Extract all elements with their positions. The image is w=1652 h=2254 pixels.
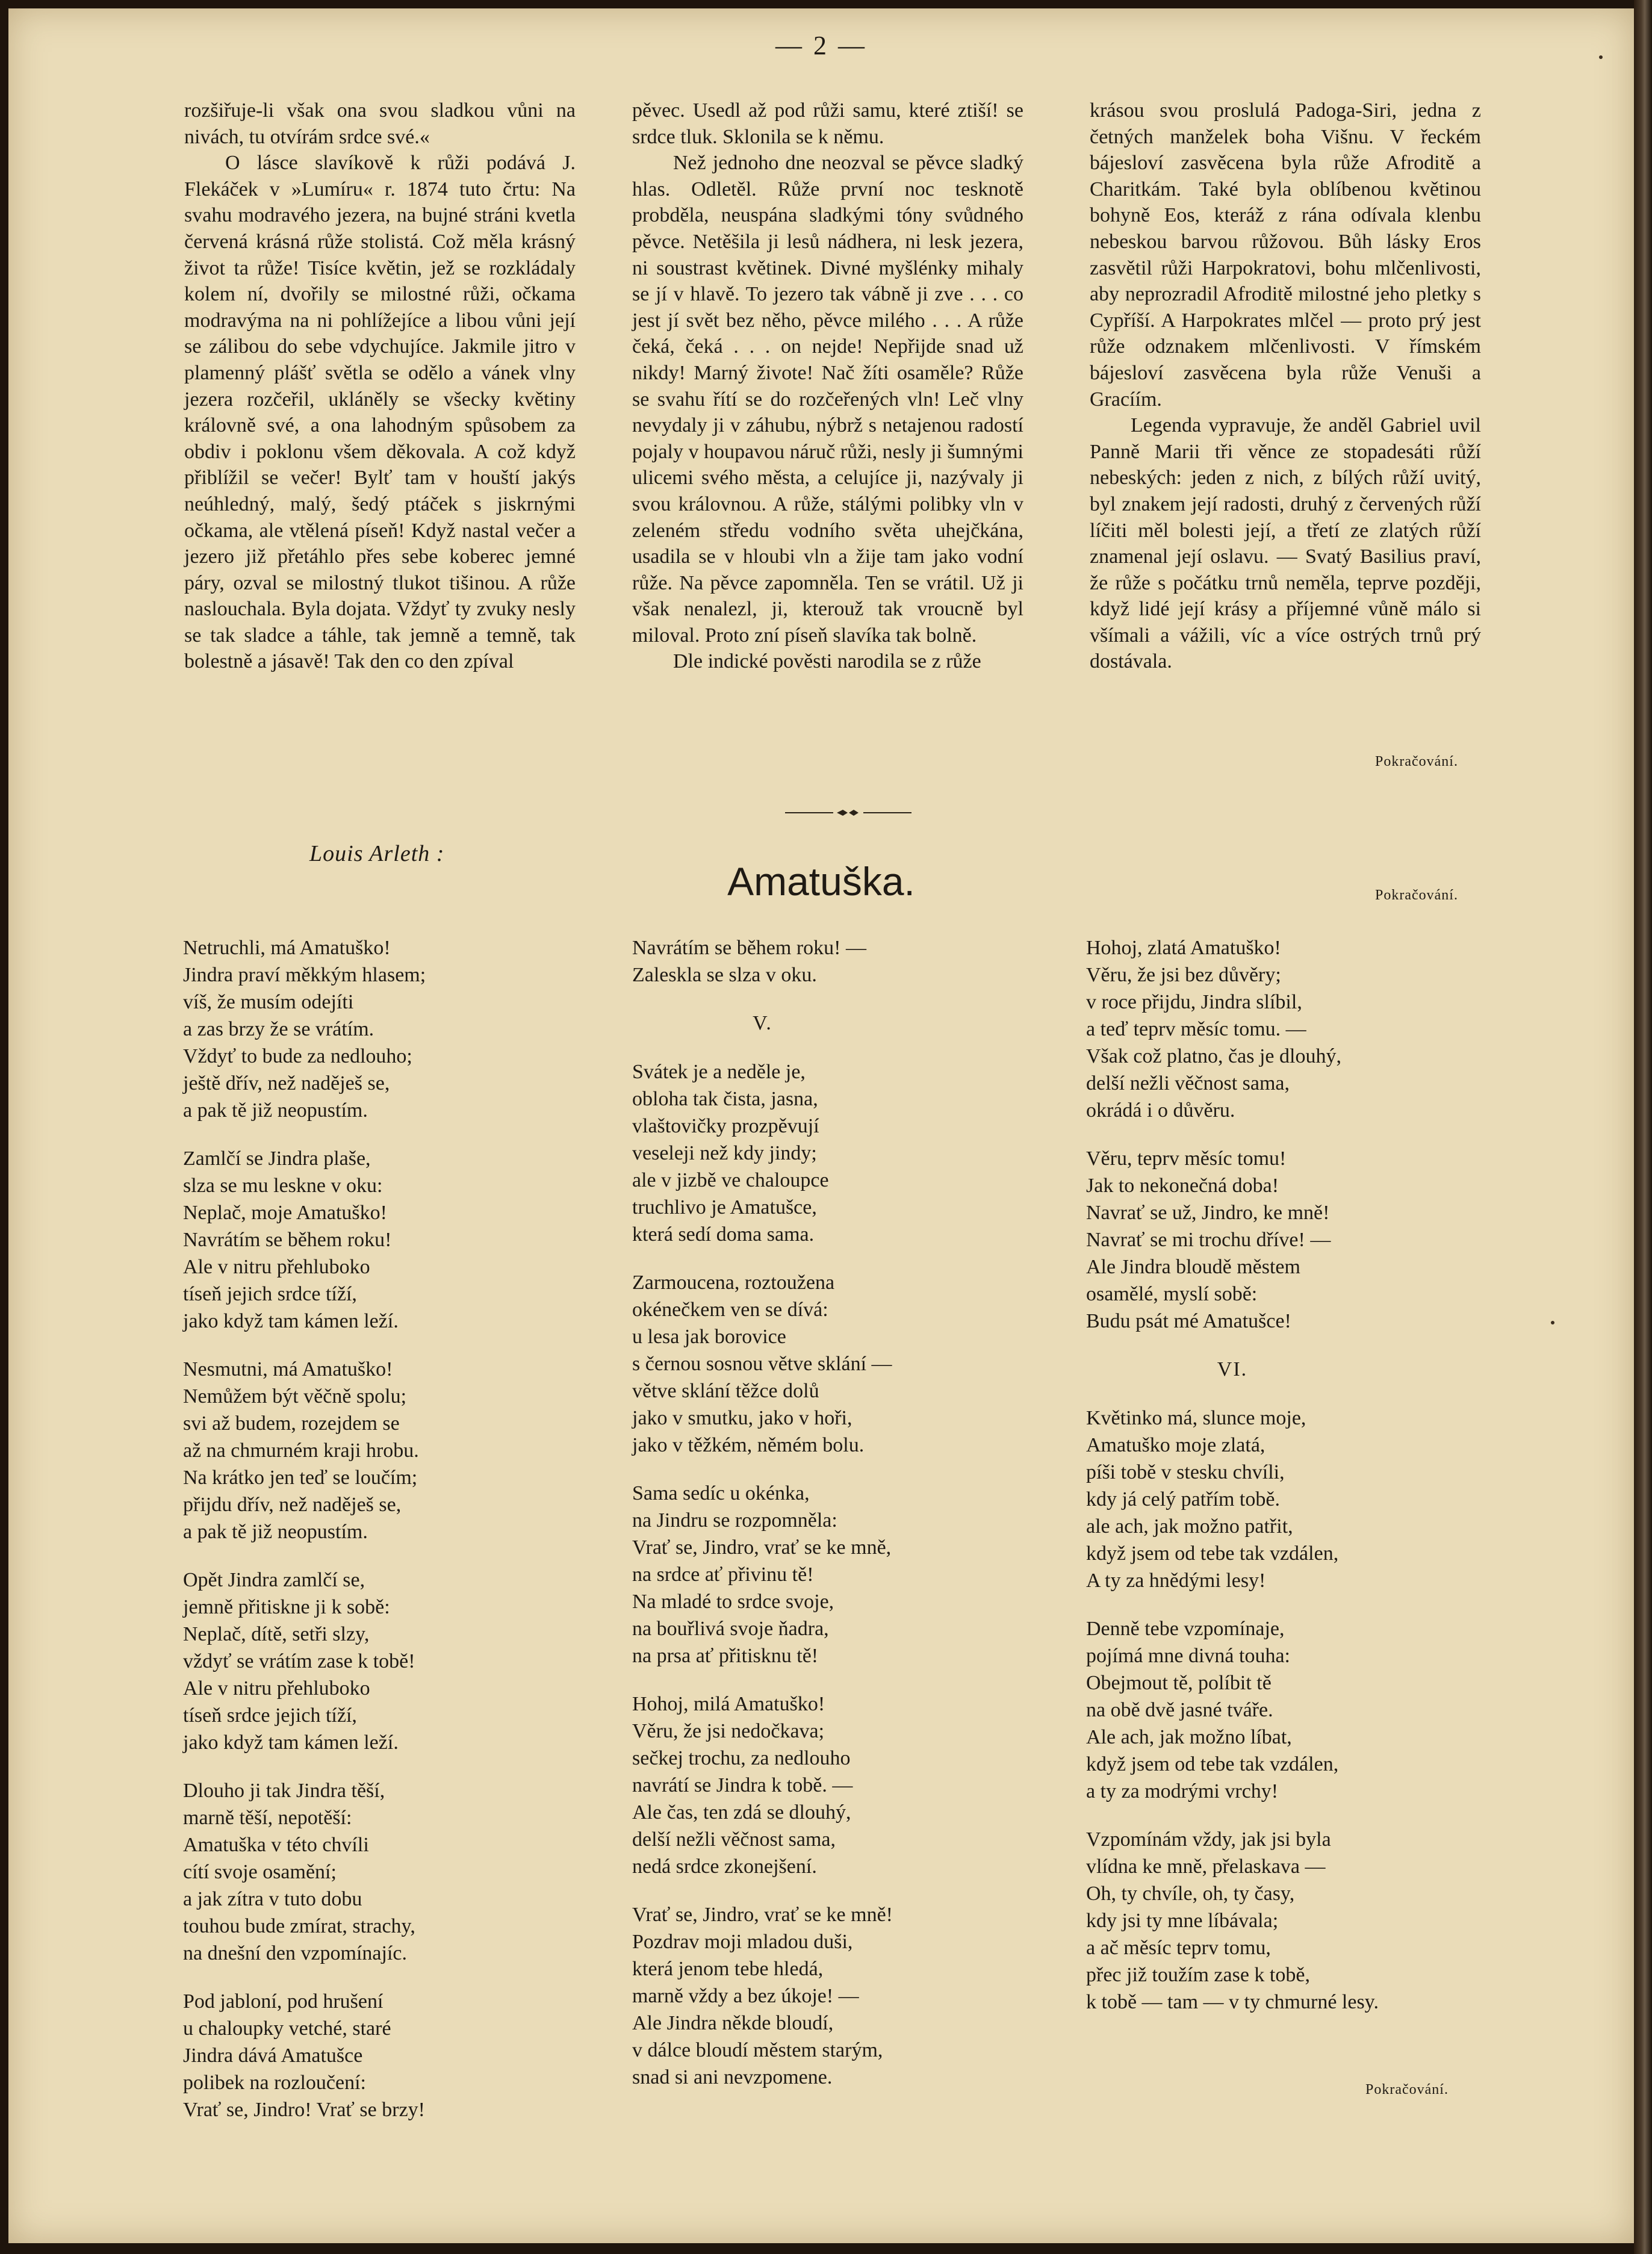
- verse-line: cítí svoje osamění;: [183, 1861, 337, 1883]
- paragraph: Legenda vypravuje, že anděl Gabriel uvil Panně Marii tři věnce ze stopadesáti růží nebeských: jeden z nich, z bílých růží uvitý, byl znakem její radosti, druhý z červených růží líčiti měl bolesti její, a třetí ze zlatých růží znamenal její oslavu. — Svatý Basilius praví, že růže s počátku trnů neměla, teprve později, když lidé její krásy a příjemné vůně málo si všímali a vážili, víc a více ostrých trnů prý dostávala.: [1090, 414, 1481, 673]
- verse-line: píši tobě v stesku chvíli,: [1086, 1461, 1285, 1483]
- verse-line: jako v smutku, jako v hoři,: [632, 1407, 852, 1429]
- stanza: [1086, 934, 1379, 1124]
- verse-line: Věru, že jsi bez důvěry;: [1086, 964, 1281, 986]
- verse-line: Oh, ty chvíle, oh, ty časy,: [1086, 1883, 1295, 1905]
- poem-column-1: [183, 934, 426, 2144]
- verse-line: Netruchli, má Amatuško!: [183, 937, 391, 959]
- verse-line: na obě dvě jasné tváře.: [1086, 1699, 1273, 1721]
- stanza: [1086, 1405, 1379, 1594]
- verse-line: Sama sedíc u okénka,: [632, 1482, 810, 1504]
- verse-line: Dlouho ji tak Jindra těší,: [183, 1780, 385, 1802]
- verse-line: a jak zítra v tuto dobu: [183, 1888, 362, 1910]
- verse-line: touhou bude zmírat, strachy,: [183, 1915, 415, 1937]
- verse-line: a pak tě již neopustím.: [183, 1521, 368, 1543]
- verse-line: delší nežli věčnost sama,: [1086, 1072, 1290, 1094]
- verse-line: s černou sosnou větve sklání —: [632, 1353, 892, 1375]
- verse-line: Navrátím se během roku!: [183, 1229, 392, 1251]
- stanza: [183, 1356, 426, 1545]
- stanza: [183, 1145, 426, 1335]
- verse-line: A ty za hnědými lesy!: [1086, 1569, 1266, 1592]
- verse-line: Budu psát mé Amatušce!: [1086, 1310, 1291, 1332]
- verse-line: a ty za modrými vrchy!: [1086, 1780, 1279, 1802]
- stanza: [1086, 1826, 1379, 2016]
- verse-line: truchlivo je Amatušce,: [632, 1196, 817, 1219]
- verse-line: Svátek je a neděle je,: [632, 1061, 806, 1083]
- verse-line: Ale čas, ten zdá se dlouhý,: [632, 1801, 851, 1824]
- verse-line: Neplač, dítě, setři slzy,: [183, 1623, 370, 1645]
- verse-line: pojímá mne divná touha:: [1086, 1645, 1290, 1667]
- book-binding-edge: [1634, 0, 1652, 2254]
- verse-line: na srdce ať přivinu tě!: [632, 1563, 814, 1586]
- verse-line: přijdu dřív, než naděješ se,: [183, 1494, 402, 1516]
- verse-line: Vždyť to bude za nedlouho;: [183, 1045, 412, 1067]
- verse-line: Denně tebe vzpomínaje,: [1086, 1618, 1285, 1640]
- verse-line: vlaštovičky prozpěvují: [632, 1115, 819, 1137]
- verse-line: Obejmout tě, políbit tě: [1086, 1672, 1272, 1694]
- verse-line: veseleji než kdy jindy;: [632, 1142, 817, 1164]
- verse-line: Navrať se mi trochu dříve! —: [1086, 1229, 1331, 1251]
- verse-line: Neplač, moje Amatuško!: [183, 1202, 387, 1224]
- verse-line: jako když tam kámen leží.: [183, 1731, 399, 1754]
- prose-column-3: [1090, 98, 1481, 675]
- verse-line: snad si ani nevzpomene.: [632, 2066, 833, 2088]
- verse-line: a pak tě již neopustím.: [183, 1099, 368, 1122]
- paragraph: pěvec. Usedl až pod růži samu, které ztiší! se srdce tluk. Sklonila se k němu.: [632, 99, 1023, 148]
- section-number: V.: [753, 1012, 772, 1034]
- verse-line: marně těší, nepotěší:: [183, 1807, 352, 1829]
- verse-line: Zaleskla se slza v oku.: [632, 964, 817, 986]
- verse-line: svi až budem, rozejdem se: [183, 1412, 400, 1435]
- verse-line: jako když tam kámen leží.: [183, 1310, 399, 1332]
- verse-line: Jindra dává Amatušce: [183, 2044, 363, 2067]
- page-number: — 2 —: [775, 31, 867, 60]
- verse-line: víš, že musím odejíti: [183, 991, 354, 1013]
- poem-column-2: [632, 934, 893, 2112]
- verse-line: Jindra praví měkkým hlasem;: [183, 964, 426, 986]
- verse-line: Ale v nitru přehluboko: [183, 1677, 370, 1700]
- verse-line: marně vždy a bez úkoje! —: [632, 1985, 859, 2007]
- verse-line: Květinko má, slunce moje,: [1086, 1407, 1306, 1429]
- verse-line: Na mladé to srdce svoje,: [632, 1591, 834, 1613]
- verse-line: Zamlčí se Jindra plaše,: [183, 1147, 371, 1170]
- verse-line: u chaloupky vetché, staré: [183, 2017, 391, 2040]
- verse-line: na Jindru se rozpomněla:: [632, 1509, 837, 1532]
- verse-line: vlídna ke mně, přelaskava —: [1086, 1855, 1326, 1878]
- verse-line: na dnešní den vzpomínajíc.: [183, 1942, 408, 1964]
- verse-line: Nesmutni, má Amatuško!: [183, 1358, 393, 1380]
- verse-line: Ale v nitru přehluboko: [183, 1256, 370, 1278]
- ink-speck: [1551, 1321, 1554, 1324]
- verse-line: když jsem od tebe tak vzdálen,: [1086, 1542, 1339, 1565]
- verse-line: vždyť se vrátím zase k tobě!: [183, 1650, 415, 1672]
- verse-line: ale v jizbě ve chaloupce: [632, 1169, 829, 1191]
- verse-line: obloha tak čista, jasna,: [632, 1088, 818, 1110]
- prose-continued-label: Pokračování.: [1375, 754, 1458, 769]
- verse-line: Amatuška v této chvíli: [183, 1834, 369, 1856]
- stanza: [183, 1777, 426, 1967]
- prose-column-2: [632, 98, 1023, 675]
- verse-line: větve sklání těžce dolů: [632, 1380, 819, 1402]
- verse-line: tíseň srdce jejich tíží,: [183, 1704, 357, 1727]
- poem-author: Louis Arleth :: [309, 841, 445, 866]
- stanza: [632, 1480, 893, 1669]
- verse-line: Pod jabloní, pod hrušení: [183, 1990, 384, 2013]
- verse-line: sečkej trochu, za nedlouho: [632, 1747, 851, 1769]
- poem-continued-top: Pokračování.: [1375, 887, 1458, 903]
- poem-continued-bottom: Pokračování.: [1365, 2082, 1449, 2097]
- verse-line: nedá srdce zkonejšení.: [632, 1855, 817, 1878]
- stanza: [632, 934, 893, 989]
- verse-line: Vrať se, Jindro! Vrať se brzy!: [183, 2099, 425, 2121]
- paragraph: O lásce slavíkově k růži podává J. Flekáček v »Lumíru« r. 1874 tuto črtu: Na svahu modravého jezera, na bujné stráni kvetla červená krásná růže stolistá. Což měla krásný život ta růže! Tisíce květin, jež se rozkládaly kolem ní, dvořily se milostné růži, očkama modravýma na ni pohlížejíce a libou vůni její se zálibou do sebe vdychujíce. Jakmile jitro v plamenný plášť světla se odělo a vánek vlny jezera rozčeřil, ukláněly se všecky květiny královně své, a ona lahodným spůsobem za obdiv i poklonu všem děkovala. A což když přiblížil se večer! Bylť tam v houští jakýs neúhledný, malý, šedý ptáček s jiskrnými očkama, ale vtělená píseň! Když nastal večer a jezero již přetáhlo přes sebe koberec jemné páry, ozval se milostný tlukot tišinou. A růže naslouchala. Byla dojata. Vždyť ty zvuky nesly se tak sladce a táhle, tak jemně a temně, tak bolestně a jásavě! Tak den co den zpíval: [184, 152, 576, 673]
- stanza: [183, 934, 426, 1124]
- verse-line: okénečkem ven se dívá:: [632, 1299, 828, 1321]
- verse-line: Vzpomínám vždy, jak jsi byla: [1086, 1828, 1331, 1851]
- verse-line: jako v těžkém, němém bolu.: [632, 1434, 865, 1456]
- verse-line: osamělé, myslí sobě:: [1086, 1283, 1258, 1305]
- paragraph: Než jednoho dne neozval se pěvce sladký hlas. Odletěl. Růže první noc tesknotě probděla, neuspána sladkými tóny svůdného pěvce. Netěšila ji lesů nádhera, ni lesk jezera, ni soustrast květinek. Divné myšlénky mihaly se jí v hlavě. To jezero tak vábně ji zve . . . co jest jí svět bez něho, pěvce milého . . . A růže čeká, čeká . . . on nejde! Nepřijde snad už nikdy! Marný živote! Nač žíti osaměle? Růže se svahu řítí se do rozčeřených vln! Leč vlny nevydaly ji v záhubu, nýbrž s netajenou radostí pojaly v houpavou náruč růži, nesly ji šumnými ulicemi svého města, a celujíce ji, nazývaly ji svou královnou. A růže, stálými polibky vln v zeleném středu vodního světa uhejčkána, usadila se v hloubi vln a žije tam jako vodní růže. Na pěvce zapomněla. Ten se vrátil. Už ji však nenalezl, ji, kterouž tak vroucně byl miloval. Proto zní píseň slavíka tak bolně.: [632, 152, 1023, 647]
- verse-line: polibek na rozloučení:: [183, 2072, 367, 2094]
- verse-line: Vrať se, Jindro, vrať se ke mně,: [632, 1536, 892, 1559]
- stanza: [632, 1269, 893, 1459]
- verse-line: Zarmoucena, roztoužena: [632, 1271, 835, 1294]
- stanza: [183, 1988, 426, 2123]
- verse-line: v dálce bloudí městem starým,: [632, 2039, 883, 2061]
- poem-title: Amatuška.: [727, 859, 915, 904]
- paragraph: krásou svou proslulá Padoga-Siri, jedna z četných manželek boha Višnu. V řeckém bájesloví zasvěcena byla růže Afroditě a Charitkám. Také byla oblíbenou květinou bohyně Eos, kteráž z rána odívala klenbu nebeskou barvou růžovou. Bůh lásky Eros zasvětil růži Harpokratovi, bohu mlčenlivosti, aby neprozradil Afroditě milostné jeho pletky s Cypříší. A Harpokrates mlčel — proto prý jest růže odznakem mlčenlivosti. V římském bájesloví zasvěcena byla růže Venuši a Gracíím.: [1090, 99, 1481, 411]
- verse-line: ale ach, jak možno patřit,: [1086, 1515, 1293, 1538]
- verse-line: Navrať se už, Jindro, ke mně!: [1086, 1202, 1330, 1224]
- verse-line: Ale Jindra někde bloudí,: [632, 2012, 834, 2034]
- verse-line: Hohoj, zlatá Amatuško!: [1086, 937, 1281, 959]
- verse-line: Jak to nekonečná doba!: [1086, 1175, 1279, 1197]
- section-number: VI.: [1217, 1358, 1248, 1380]
- magazine-page: [8, 8, 1634, 2243]
- verse-line: a ač měsíc teprv tomu,: [1086, 1937, 1271, 1959]
- verse-line: Věru, teprv měsíc tomu!: [1086, 1147, 1287, 1170]
- verse-line: ještě dřív, než naděješ se,: [183, 1072, 390, 1094]
- verse-line: v roce přijdu, Jindra slíbil,: [1086, 991, 1302, 1013]
- verse-line: kdy já celý patřím tobě.: [1086, 1488, 1280, 1510]
- verse-line: delší nežli věčnost sama,: [632, 1828, 836, 1851]
- verse-line: Ale Jindra bloudě městem: [1086, 1256, 1300, 1278]
- verse-line: když jsem od tebe tak vzdálen,: [1086, 1753, 1339, 1775]
- stanza: [632, 1058, 893, 1248]
- paragraph: Dle indické pověsti narodila se z růže: [673, 650, 981, 673]
- verse-line: na bouřlivá svoje ňadra,: [632, 1618, 829, 1640]
- section-divider-ornament: [785, 807, 911, 819]
- stanza: [632, 1901, 893, 2091]
- verse-line: Pozdrav moji mladou duši,: [632, 1931, 853, 1953]
- verse-line: Ale ach, jak možno líbat,: [1086, 1726, 1292, 1748]
- verse-line: až na chmurném kraji hrobu.: [183, 1439, 419, 1462]
- verse-line: slza se mu leskne v oku:: [183, 1175, 383, 1197]
- prose-column-1: [184, 98, 576, 675]
- verse-line: a teď teprv měsíc tomu. —: [1086, 1018, 1306, 1040]
- verse-line: která sedí doma sama.: [632, 1223, 815, 1246]
- verse-line: kdy jsi ty mne líbávala;: [1086, 1910, 1279, 1932]
- verse-line: Na krátko jen teď se loučím;: [183, 1467, 418, 1489]
- verse-line: Nemůžem být věčně spolu;: [183, 1385, 407, 1408]
- stanza: [1086, 1615, 1379, 1805]
- verse-line: okrádá i o důvěru.: [1086, 1099, 1235, 1122]
- ink-speck: [1599, 55, 1603, 59]
- verse-line: tíseň jejich srdce tíží,: [183, 1283, 357, 1305]
- verse-line: Amatuško moje zlatá,: [1086, 1434, 1265, 1456]
- poem-column-3: [1086, 934, 1379, 2037]
- verse-line: která jenom tebe hledá,: [632, 1958, 824, 1980]
- verse-line: navrátí se Jindra k tobě. —: [632, 1774, 853, 1796]
- paragraph: rozšiřuje-li však ona svou sladkou vůni na nivách, tu otvírám srdce své.«: [184, 99, 576, 148]
- verse-line: přec již toužím zase k tobě,: [1086, 1964, 1310, 1986]
- verse-line: Však což platno, čas je dlouhý,: [1086, 1045, 1341, 1067]
- verse-line: Věru, že jsi nedočkava;: [632, 1720, 825, 1742]
- verse-line: Hohoj, milá Amatuško!: [632, 1693, 825, 1715]
- verse-line: Navrátím se během roku! —: [632, 937, 866, 959]
- verse-line: Vrať se, Jindro, vrať se ke mně!: [632, 1904, 893, 1926]
- stanza: [1086, 1145, 1379, 1335]
- verse-line: u lesa jak borovice: [632, 1326, 786, 1348]
- stanza: [183, 1566, 426, 1756]
- verse-line: jemně přitiskne ji k sobě:: [183, 1596, 390, 1618]
- verse-line: Opět Jindra zamlčí se,: [183, 1569, 365, 1591]
- verse-line: a zas brzy že se vrátím.: [183, 1018, 374, 1040]
- stanza: [632, 1690, 893, 1880]
- verse-line: k tobě — tam — v ty chmurné lesy.: [1086, 1991, 1379, 2013]
- verse-line: na prsa ať přitisknu tě!: [632, 1645, 819, 1667]
